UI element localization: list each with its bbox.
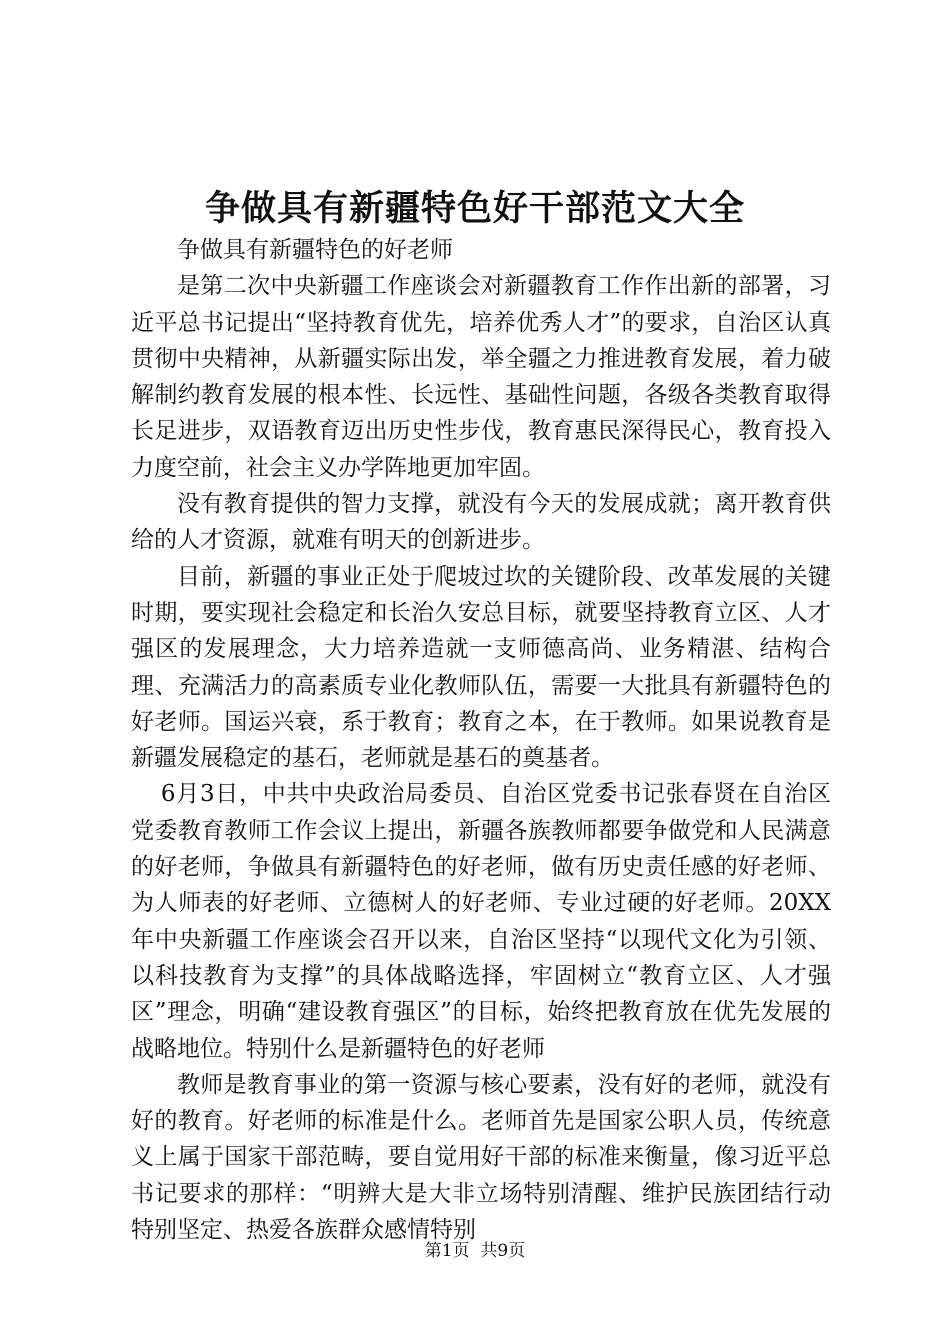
paragraph-2: 没有教育提供的智力支撑，就没有今天的发展成就；离开教育供给的人才资源，就难有明天的创新进步。 [131, 491, 831, 554]
paragraph-4: 6月3日，中共中央政治局委员、自治区党委书记张春贤在自治区党委教育教师工作会议上提出，新疆各族教师都要争做党和人民满意的好老师，争做具有新疆特色的好老师，做有历史责任感的好老师、为人师表的好老师、立德树人的好老师、专业过硬的好老师。20XX年中央新疆工作座谈会召开以来，自治区坚持“以现代文化为引领、以科技教育为支撑”的具体战略选择，牢固树立“教育立区、人才强区”理念，明确“建设教育强区”的目标，始终把教育放在优先发展的战略地位。特别什么是新疆特色的好老师 [131, 781, 831, 1062]
page-number: 第1页 [424, 1241, 470, 1261]
paragraph-1: 是第二次中央新疆工作座谈会对新疆教育工作作出新的部署，习近平总书记提出“坚持教育优先，培养优秀人才”的要求，自治区认真贯彻中央精神，从新疆实际出发，举全疆之力推进教育发展，着力破解制约教育发展的根本性、长远性、基础性问题，各级各类教育取得长足进步，双语教育迈出历史性步伐，教育惠民深得民心，教育投入力度空前，社会主义办学阵地更加牢固。 [131, 273, 831, 481]
document-subtitle: 争做具有新疆特色的好老师 [177, 237, 453, 263]
page-footer [0, 1239, 950, 1263]
document-title: 争做具有新疆特色好干部范文大全 [204, 188, 745, 229]
document-body [131, 232, 831, 1248]
paragraph-3: 目前，新疆的事业正处于爬坡过坎的关键阶段、改革发展的关键时期，要实现社会稳定和长治久安总目标，就要坚持教育立区、人才强区的发展理念，大力培养造就一支师德高尚、业务精湛、结构合理、充满活力的高素质专业化教师队伍，需要一大批具有新疆特色的好老师。国运兴衰，系于教育；教育之本，在于教师。如果说教育是新疆发展稳定的基石，老师就是基石的奠基者。 [131, 563, 831, 772]
page-total: 共9页 [480, 1241, 526, 1261]
paragraph-5: 教师是教育事业的第一资源与核心要素，没有好的老师，就没有好的教育。好老师的标准是什么。老师首先是国家公职人员，传统意义上属于国家干部范畴，要自觉用好干部的标准来衡量，像习近平总书记要求的那样：“明辨大是大非立场特别清醒、维护民族团结行动特别坚定、热爱各族群众感情特别 [131, 1071, 831, 1244]
